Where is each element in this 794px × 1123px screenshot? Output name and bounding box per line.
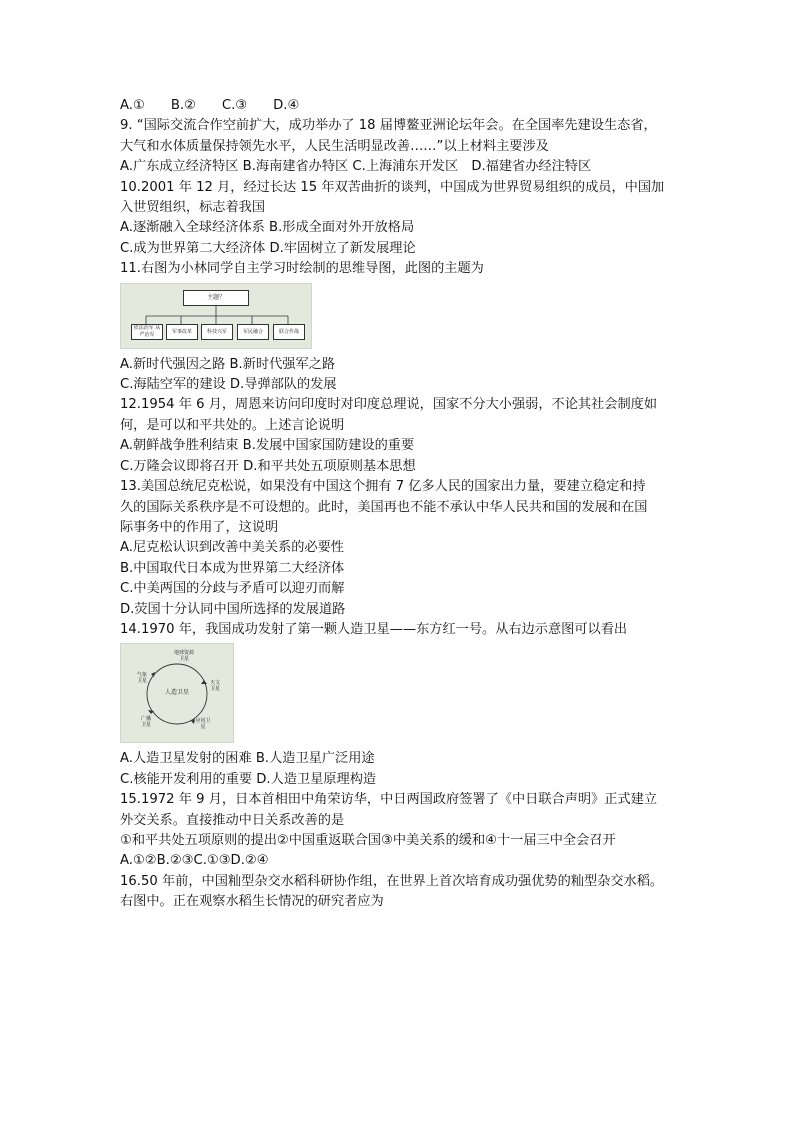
mindmap-node-4: 军民融合 (237, 324, 269, 340)
q8-option-b: B.② (170, 98, 196, 113)
q11-stem: 11.右图为小林同学自主学习时绘制的思维导图，此图的主题为 (120, 261, 484, 277)
q14-options-ab: A.人造卫星发射的困难 B.人造卫星广泛用途 (120, 751, 375, 767)
q13-option-d: D.荧国十分认同中国所选择的发展道路 (120, 601, 346, 617)
satellite-item-3: 应用卫星 (195, 718, 211, 731)
q12-stem-line2: 何，是可以和平共处的。上述言论说明 (120, 417, 345, 433)
q15-statements: ①和平共处五项原则的提出②中国重返联合国③中美关系的缓和④十一届三中全会召开 (120, 832, 616, 848)
satellite-center: 人造卫星 (164, 689, 189, 697)
mindmap-node-3: 科技兴军 (201, 324, 233, 340)
satellite-item-5: 气象卫星 (136, 672, 147, 685)
mindmap-node-5: 联合作战 (273, 324, 305, 340)
q14-options-cd: C.核能开发利用的重要 D.人造卫星原理构造 (120, 771, 377, 787)
q8-option-d: D.④ (273, 98, 300, 113)
q15-stem-line2: 外交关系。直接推动中日关系改善的是 (120, 812, 345, 828)
mindmap-node-1: 依法治军 从严治军 (131, 324, 163, 340)
q16-stem-line1: 16.50 年前，中国籼型杂交水稻科研协作组，在世界上首次培育成功强优势的籼型杂交水稻。 (120, 873, 664, 889)
q9-options: A.广东成立经济特区 B.海南建省办特区 C.上海浦东开发区 D.福建省办经注特区 (120, 159, 592, 175)
q10-options-cd: C.成为世界第二大经济体 D.牢固树立了新发展理论 (120, 240, 416, 256)
mindmap-root: 主题？ (183, 290, 249, 306)
q15-stem-line1: 15.1972 年 9 月，日本首相田中角荣访华，中日两国政府签署了《中日联合声明》正式建立 (120, 792, 658, 808)
satellite-item-2: 天文卫星 (209, 680, 220, 693)
q13-stem-line3: 际事务中的作用了，这说明 (120, 519, 279, 535)
q16-stem-line2: 右图中。正在观察水稻生长情况的研究者应为 (120, 894, 384, 910)
q8-option-c: C.③ (221, 98, 248, 113)
satellite-item-4: 广播卫星 (140, 716, 151, 729)
q13-option-c: C.中美两国的分歧与矛盾可以迎刃而解 (120, 581, 345, 597)
q14-stem: 14.1970 年，我国成功发射了第一颗人造卫星——东方红一号。从右边示意图可以看出 (120, 621, 628, 637)
q8-options (120, 96, 680, 116)
q15-options: A.①②B.②③C.①③D.②④ (120, 853, 269, 869)
satellite-figure (120, 643, 234, 743)
q9-stem-line2: 大气和水体质量保持领先水平，人民生活明显改善……”以上材料主要涉及 (120, 138, 549, 154)
exam-page (120, 96, 680, 913)
q12-stem-line1: 12.1954 年 6 月，周恩来访问印度时对印度总理说，国家不分大小强弱，不论其社会制度如 (120, 397, 658, 413)
mindmap-figure (120, 283, 312, 349)
q8-option-a: A.① (120, 98, 145, 113)
q13-stem-line2: 久的国际关系秩序是不可设想的。此时，美国再也不能不承认中华人民共和国的发展和在国 (120, 499, 648, 515)
q10-stem-line2: 入世贸组织，标志着我国 (120, 200, 266, 216)
q10-stem-line1: 10.2001 年 12 月，经过长达 15 年双苦曲折的谈判，中国成为世界贸易组织的成员，中国加 (120, 179, 665, 195)
q11-options-cd: C.海陆空军的建设 D.导弹部队的发展 (120, 377, 337, 393)
mindmap-node-2: 军事改革 (166, 324, 198, 340)
q9-stem-line1: 9. “国际交流合作空前扩大，成功举办了 18 届博鳌亚洲论坛年会。在全国率先建设生态省， (120, 118, 657, 134)
q13-option-a: A.尼克松认识到改善中美关系的必要性 (120, 540, 344, 556)
satellite-item-1: 地球资源卫星 (173, 650, 194, 663)
q13-option-b: B.中国取代日本成为世界第二大经济体 (120, 560, 345, 576)
q10-options-ab: A.逐渐融入全球经济体系 B.形成全面对外开放格局 (120, 220, 415, 236)
q11-options-ab: A.新时代强因之路 B.新时代强军之路 (120, 356, 336, 372)
q12-options-cd: C.万隆会议即将召开 D.和平共处五项原则基本思想 (120, 458, 416, 474)
q12-options-ab: A.朝鲜战争胜利结束 B.发展中国家国防建设的重要 (120, 438, 415, 454)
q13-stem-line1: 13.美国总统尼克松说，如果没有中国这个拥有 7 亿多人民的国家出力量，要建立稳定和持 (120, 479, 646, 495)
